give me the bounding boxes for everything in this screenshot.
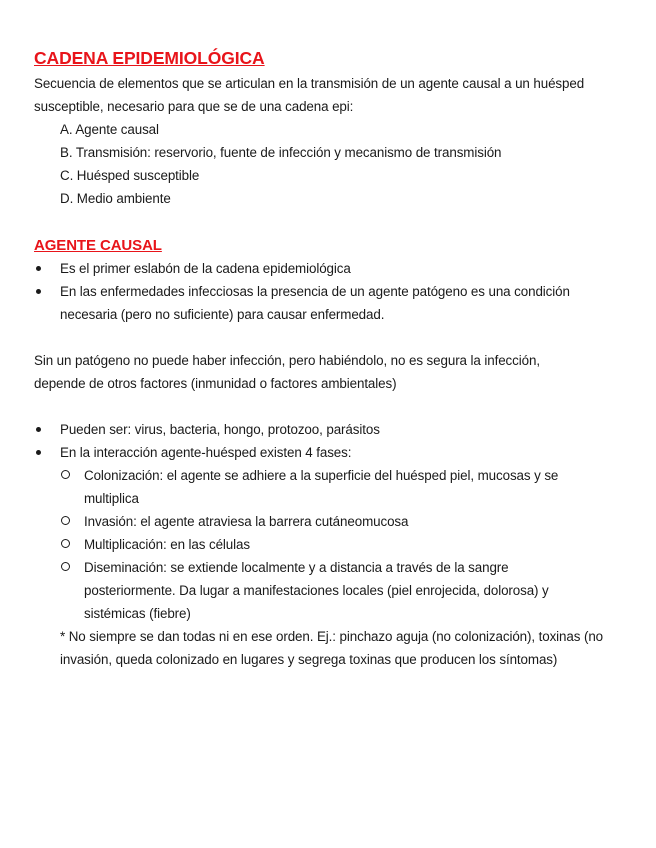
list-item: A. Agente causal <box>60 122 159 137</box>
circle-bullet-icon <box>61 562 70 571</box>
circle-bullet-icon <box>61 470 70 479</box>
circle-bullet-icon <box>61 516 70 525</box>
pathogen-paragraph: Sin un patógeno no puede haber infección, pero habiéndolo, no es segura la infección, depende de otros factores (inmunidad o factores ambientales) <box>34 353 540 391</box>
lettered-list <box>34 118 634 210</box>
bullet-list-intro <box>34 257 634 326</box>
list-item: En las enfermedades infecciosas la presencia de un agente patógeno es una condición necesaria (pero no suficiente) para causar enfermedad. <box>34 280 620 326</box>
bullet-list-types <box>34 418 634 625</box>
list-item: D. Medio ambiente <box>60 191 171 206</box>
list-item: Colonización: el agente se adhiere a la superficie del huésped piel, mucosas y se multiplica <box>60 464 600 510</box>
section-title-cadena: CADENA EPIDEMIOLÓGICA <box>34 48 265 68</box>
list-item: En la interacción agente-huésped existen 4 fases: Colonización: el agente se adhiere a la superficie del huésped piel, mucosas y se multiplica Invasión: el agente atraviesa la barrera cutáneomucosa Multiplicación: en las células Diseminación: se extiende localmente y a distancia a través de la sangre posteriormente. Da lugar a manifestaciones locales (piel enrojecida, dolorosa) y sistémicas (fiebre) <box>34 441 634 625</box>
list-item: Pueden ser: virus, bacteria, hongo, protozoo, parásitos <box>34 418 634 441</box>
list-item: C. Huésped susceptible <box>60 168 200 183</box>
bullet-icon <box>36 427 41 432</box>
section-title-agente: AGENTE CAUSAL <box>34 237 162 254</box>
bullet-icon <box>36 289 41 294</box>
list-item: Es el primer eslabón de la cadena epidemiológica <box>34 257 634 280</box>
footnote: * No siempre se dan todas ni en ese orden. Ej.: pinchazo aguja (no colonización), toxinas (no invasión, queda colonizado en lugares y segrega toxinas que producen los síntomas) <box>60 629 604 667</box>
list-item: Multiplicación: en las células <box>60 533 600 556</box>
circle-bullet-icon <box>61 539 70 548</box>
bullet-icon <box>36 450 41 455</box>
list-item: Diseminación: se extiende localmente y a distancia a través de la sangre posteriormente. Da lugar a manifestaciones locales (piel enrojecida, dolorosa) y sistémicas (fiebre) <box>60 556 584 625</box>
document-page <box>34 46 634 671</box>
bullet-icon <box>36 266 41 271</box>
list-item: Invasión: el agente atraviesa la barrera cutáneomucosa <box>60 510 600 533</box>
phase-list <box>60 464 600 625</box>
list-item: B. Transmisión: reservorio, fuente de infección y mecanismo de transmisión <box>60 145 502 160</box>
intro-paragraph: Secuencia de elementos que se articulan en la transmisión de un agente causal a un huésped susceptible, necesario para que se de una cadena epi: <box>34 76 585 114</box>
